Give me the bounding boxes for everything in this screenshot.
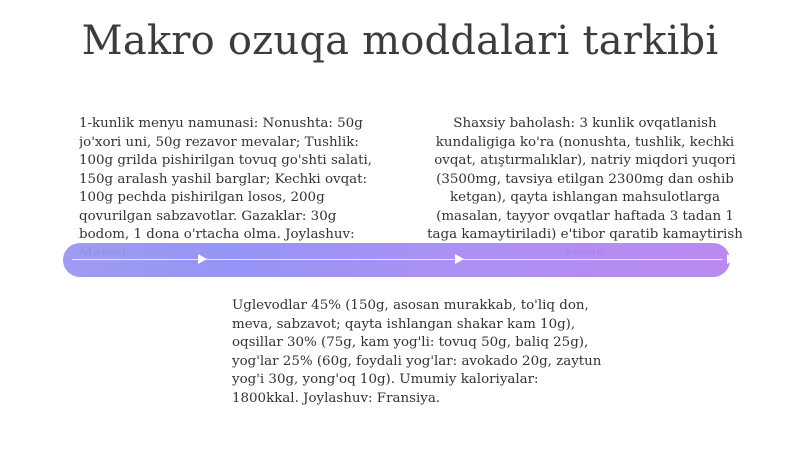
slide-title: Makro ozuqa moddalari tarkibi xyxy=(81,18,719,64)
macronutrient-breakdown-text: Uglevodlar 45% (150g, asosan murakkab, to'liq don, meva, sabzavot; qayta ishlangan shakar kam 10g), oqsillar 30% (75g, kam yog'li: tovuq 50g, baliq 25g), yog'lar 25% (60g, foydali yog'lar: avokado 20g, zaytun yog'i 30g, yong'oq 10g). Umumiy kaloriyalar: 1800kkal. Joylashuv: Fransiya. xyxy=(232,298,602,406)
timeline-bar xyxy=(63,243,730,277)
personal-assessment-text: Shaxsiy baholash: 3 kunlik ovqatlanish kundaligiga ko'ra (nonushta, tushlik, kechki ovqat, atıştırmalıklar), natriy miqdori yuqori (3500mg, tavsiya etilgan 2300mg dan oshib ketgan), qayta ishlangan mahsulotlarga (masalan, tayyor ovqatlar haftada 3 tadan 1 taga kamaytiriladi) e'tibor qaratib kamaytirish xyxy=(427,116,743,242)
timeline-line xyxy=(72,259,722,260)
timeline-arrow-icon xyxy=(727,254,736,264)
timeline-arrow-icon xyxy=(455,254,464,264)
menu-sample-text: 1-kunlik menyu namunasi: Nonushta: 50g jo'xori uni, 50g rezavor mevalar; Tushlik: 100g grilda pishirilgan tovuq go'shti salati, 150g aralash yashil barglar; Kechki ovqat: 100g pechda pishirilgan losos, 200g qovurilgan sabzavotlar. Gazaklar: 30g bodom, 1 dona o'rtacha olma. Joylashuv: xyxy=(79,116,373,242)
timeline-arrow-icon xyxy=(198,254,207,264)
